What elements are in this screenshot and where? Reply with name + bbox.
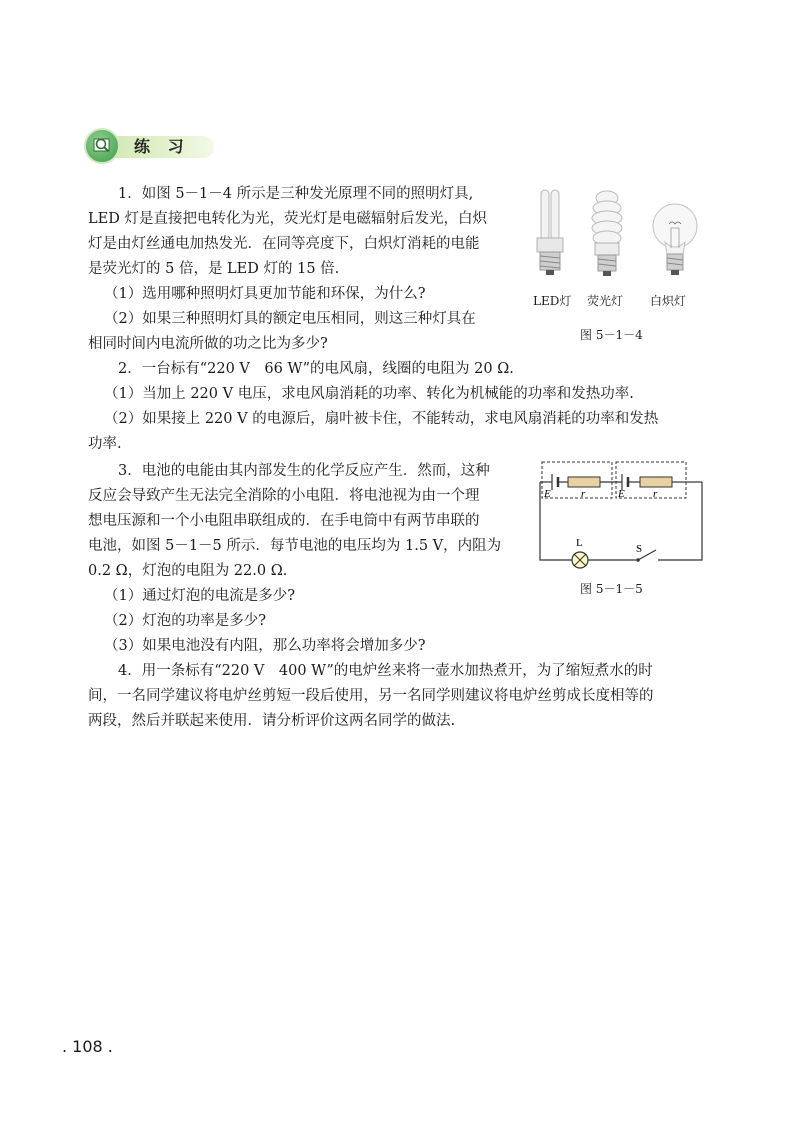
q3-line5: 0.2 Ω，灯泡的电阻为 22.0 Ω. <box>88 563 288 579</box>
section-header <box>84 126 214 166</box>
q4-line2: 间，一名同学建议将电炉丝剪短一段后使用，另一名同学则建议将电炉丝剪成长度相等的 <box>88 688 654 704</box>
q1-line4: 是荧光灯的 5 倍，是 LED 灯的 15 倍. <box>88 261 340 277</box>
q3-sub2: （2）灯泡的功率是多少? <box>104 613 266 629</box>
lamp-label: L <box>576 537 583 549</box>
figure-5-1-5-caption: 图 5－1－5 <box>580 582 643 596</box>
switch-label: S <box>636 543 643 555</box>
q3-line4: 电池，如图 5－1－5 所示．每节电池的电压均为 1.5 V，内阻为 <box>88 538 502 554</box>
incandescent-lamp-label: 白炽灯 <box>650 294 687 308</box>
q3-line2: 反应会导致产生无法完全消除的小电阻．将电池视为由一个理 <box>88 488 480 504</box>
q1-line3: 灯是由灯丝通电加热发光．在同等亮度下，白炽灯消耗的电能 <box>88 236 480 252</box>
q1-line2: LED 灯是直接把电转化为光，荧光灯是电磁辐射后发光，白炽 <box>88 211 487 227</box>
q1-line1: 1．如图 5－1－4 所示是三种发光原理不同的照明灯具, <box>118 186 474 202</box>
q2-line1: 2．一台标有“220 V 66 W”的电风扇，线圈的电阻为 20 Ω. <box>118 361 514 377</box>
cfl-lamp-image <box>592 191 622 276</box>
incandescent-lamp-image <box>653 204 697 275</box>
q1-sub1: （1）选用哪种照明灯具更加节能和环保，为什么? <box>104 286 426 302</box>
q1-sub2b: 相同时间内电流所做的功之比为多少? <box>88 336 328 352</box>
resistor-2 <box>640 477 672 487</box>
led-lamp-label: LED灯 <box>533 294 572 308</box>
battery-2-r-label: r <box>653 488 658 500</box>
page-number: . 108 . <box>62 1037 113 1056</box>
led-lamp-image <box>537 190 563 275</box>
q4-line3: 两段，然后并联起来使用．请分析评价这两名同学的做法. <box>88 713 456 729</box>
q4-line1: 4．用一条标有“220 V 400 W”的电炉丝来将一壶水加热煮开，为了缩短煮水的时 <box>118 663 653 679</box>
section-title: 练 习 <box>134 137 190 156</box>
q3-sub1: （1）通过灯泡的电流是多少? <box>104 588 295 604</box>
q3-line1: 3．电池的电能由其内部发生的化学反应产生．然而，这种 <box>118 463 490 479</box>
q2-sub2a: （2）如果接上 220 V 的电源后，扇叶被卡住，不能转动，求电风扇消耗的功率和发热 <box>104 411 659 427</box>
q2-sub1: （1）当加上 220 V 电压，求电风扇消耗的功率、转化为机械能的功率和发热功率. <box>104 386 634 402</box>
battery-1-r-label: r <box>581 488 586 500</box>
q3-sub3: （3）如果电池没有内阻，那么功率将会增加多少? <box>104 638 426 654</box>
battery-1-emf-label: E <box>544 488 551 500</box>
magnifier-icon <box>84 128 120 164</box>
cfl-lamp-label: 荧光灯 <box>587 294 624 308</box>
resistor-1 <box>568 477 600 487</box>
battery-2-emf-label: E <box>618 488 625 500</box>
q3-line3: 想电压源和一个小电阻串联组成的．在手电筒中有两节串联的 <box>88 513 480 529</box>
figure-5-1-4-caption: 图 5－1－4 <box>580 328 643 342</box>
q1-sub2a: （2）如果三种照明灯具的额定电压相同，则这三种灯具在 <box>104 311 476 327</box>
lamps-figure <box>525 188 715 288</box>
circuit-diagram <box>528 454 714 574</box>
q2-sub2b: 功率. <box>88 436 122 452</box>
